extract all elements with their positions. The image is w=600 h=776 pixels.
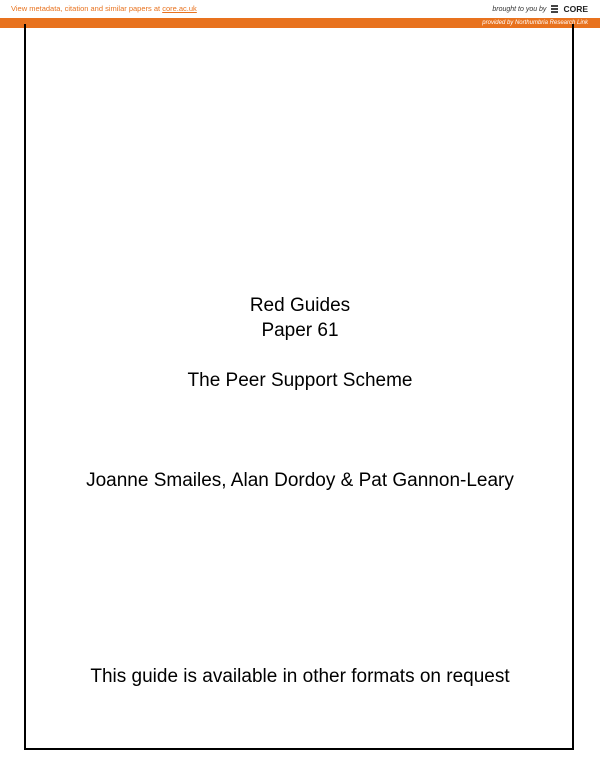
document-title: The Peer Support Scheme bbox=[187, 370, 413, 391]
brought-to-you-by[interactable] bbox=[492, 4, 588, 14]
metadata-link-text bbox=[11, 4, 197, 13]
availability-note: This guide is available in other formats on request bbox=[90, 666, 510, 687]
series-title: Red Guides bbox=[249, 295, 351, 316]
core-logo-icon bbox=[550, 4, 559, 14]
core-logo-text: CORE bbox=[563, 4, 588, 14]
paper-number: Paper 61 bbox=[261, 320, 339, 341]
brought-by-text: brought to you by bbox=[492, 5, 547, 13]
metadata-link-prefix: View metadata, citation and similar papers at bbox=[11, 4, 163, 13]
core-banner-top bbox=[0, 0, 600, 19]
provided-by-text[interactable]: provided by Northumbria Research Link bbox=[482, 20, 588, 26]
core-link[interactable]: core.ac.uk bbox=[162, 4, 197, 13]
authors: Joanne Smailes, Alan Dordoy & Pat Gannon-Leary bbox=[86, 470, 514, 491]
